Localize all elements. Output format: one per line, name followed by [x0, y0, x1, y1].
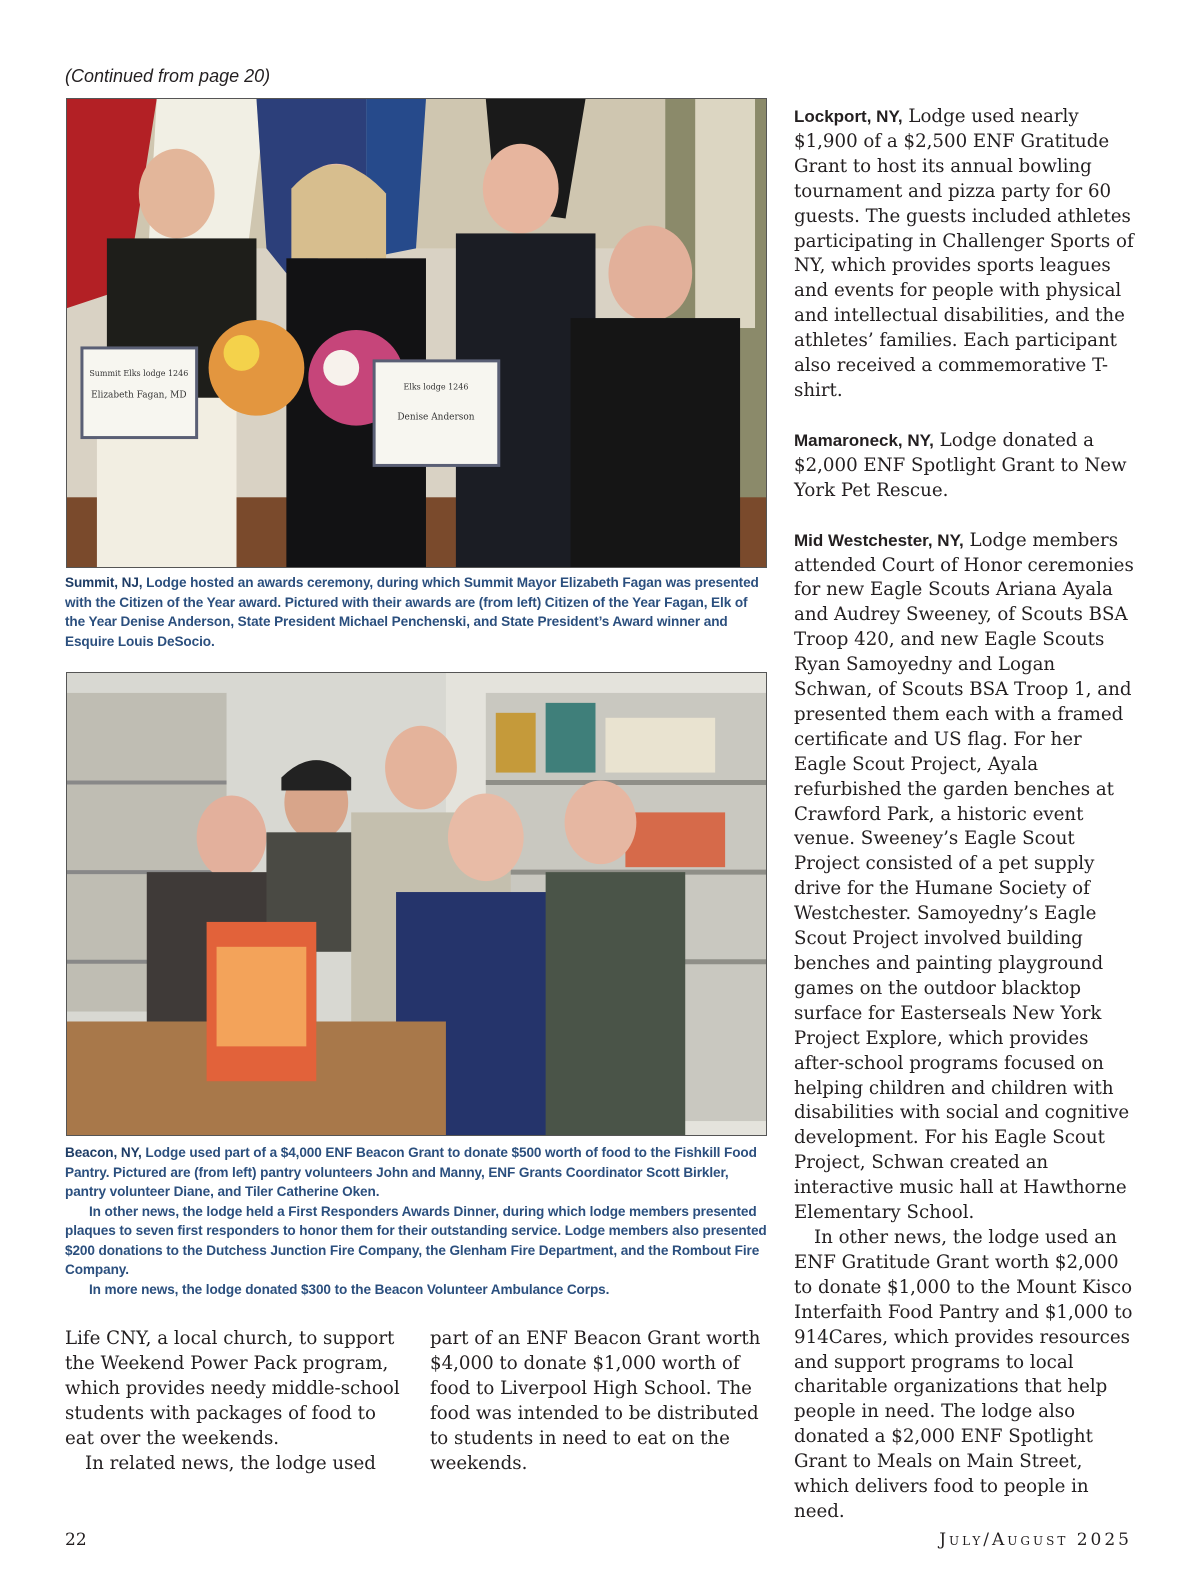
lockport-item [794, 105, 1139, 404]
item-text: Lodge used nearly $1,900 of a $2,500 ENF Gratitude Grant to host its annual bowling tournament and pizza party for 60 guests. The guests included athletes participating in Challenger Sports of NY, which provides sports leagues and events for people with physical and intellectual disabilities, and the athletes’ families. Each participant also received a commemorative T-shirt. [794, 106, 1134, 401]
place-name: Mamaroneck, NY, [794, 430, 934, 450]
food-pantry-photo [66, 672, 767, 1136]
bottom-column-middle [430, 1327, 775, 1476]
caption-place: Summit, NJ, [65, 575, 143, 590]
issue-date: July/August 2025 [939, 1530, 1132, 1550]
item-paragraph: In other news, the lodge used an ENF Gratitude Grant worth $2,000 to donate $1,000 to the Mount Kisco Interfaith Food Pantry and $1,000 to 914Cares, which provides resources and support programs to local charitable organizations that help people in need. The lodge also donated a $2,000 ENF Spotlight Grant to Meals on Main Street, which delivers food to people in need. [794, 1226, 1133, 1522]
awards-ceremony-photo [66, 98, 767, 568]
caption-place: Beacon, NY, [65, 1145, 142, 1160]
certificate-left-title: Summit Elks lodge 1246 [89, 368, 189, 378]
caption-paragraph: In other news, the lodge held a First Responders Awards Dinner, during which lodge members presented plaques to seven first responders to honor them for their outstanding service. Lodge members also presented $200 donations to the Dutchess Junction Fire Company, the Glenham Fire Department, and the Rombout Fire Company. [65, 1203, 767, 1277]
caption-text: Lodge used part of a $4,000 ENF Beacon Grant to donate $500 worth of food to the Fishkill Food Pantry. Pictured are (from left) pantry volunteers John and Manny, ENF Grants Coordinator Scott Birkler, pantry volunteer Diane, and Tiler Catherine Oken. [65, 1145, 757, 1199]
mamaroneck-item [794, 429, 1139, 504]
place-name: Mid Westchester, NY, [794, 530, 964, 550]
certificate-left-name: Elizabeth Fagan, MD [91, 390, 187, 401]
certificate-right-title: Elks lodge 1246 [403, 382, 469, 392]
caption-text: Lodge hosted an awards ceremony, during which Summit Mayor Elizabeth Fagan was presented with the Citizen of the Year award. Pictured with their awards are (from left) Citizen of the Year Fagan, Elk of the Year Denise Anderson, State President Michael Penchenski, and State President’s Award winner and Esquire Louis DeSocio. [65, 575, 759, 649]
place-name: Lockport, NY, [794, 107, 903, 126]
page-number: 22 [65, 1530, 87, 1550]
caption-paragraph: In more news, the lodge donated $300 to the Beacon Volunteer Ambulance Corps. [89, 1281, 610, 1297]
body-paragraph: part of an ENF Beacon Grant worth $4,000 to donate $1,000 worth of food to Liverpool High School. The food was intended to be distributed to students in need to eat on the weekends. [430, 1328, 761, 1474]
item-text: Lodge members attended Court of Honor ceremonies for new Eagle Scouts Ariana Ayala and Audrey Sweeney, of Scouts BSA Troop 420, and new Eagle Scouts Ryan Samoyedny and Logan Schwan, of Scouts BSA Troop 1, and presented them each with a framed certificate and US flag. For her Eagle Scout Project, Ayala refurbished the garden benches at Crawford Park, a historic event venue. Sweeney’s Eagle Scout Project consisted of a pet supply drive for the Humane Society of Westchester. Samoyedny’s Eagle Scout Project involved building benches and painting playground games on the outdoor blacktop surface for Easterseals New York Project Explore, which provides after-school programs focused on helping children and children with disabilities with social and cognitive development. For his Eagle Scout Project, Schwan created an interactive music hall at Hawthorne Elementary School. [794, 529, 1134, 1224]
certificate-right-name: Denise Anderson [397, 412, 475, 423]
photo-caption-beacon [65, 1143, 770, 1299]
right-column [794, 105, 1139, 1525]
continued-from-note: (Continued from page 20) [65, 66, 271, 86]
body-paragraph: Life CNY, a local church, to support the Weekend Power Pack program, which provides needy middle-school students with packages of food to eat over the weekends. [65, 1328, 400, 1449]
body-paragraph: In related news, the lodge used [85, 1452, 376, 1474]
bottom-column-left [65, 1327, 410, 1476]
photo-caption-summit [65, 573, 770, 651]
mid-westchester-item [794, 529, 1139, 1226]
item-text: Lodge donated a $2,000 ENF Spotlight Grant to New York Pet Rescue. [794, 429, 1127, 501]
